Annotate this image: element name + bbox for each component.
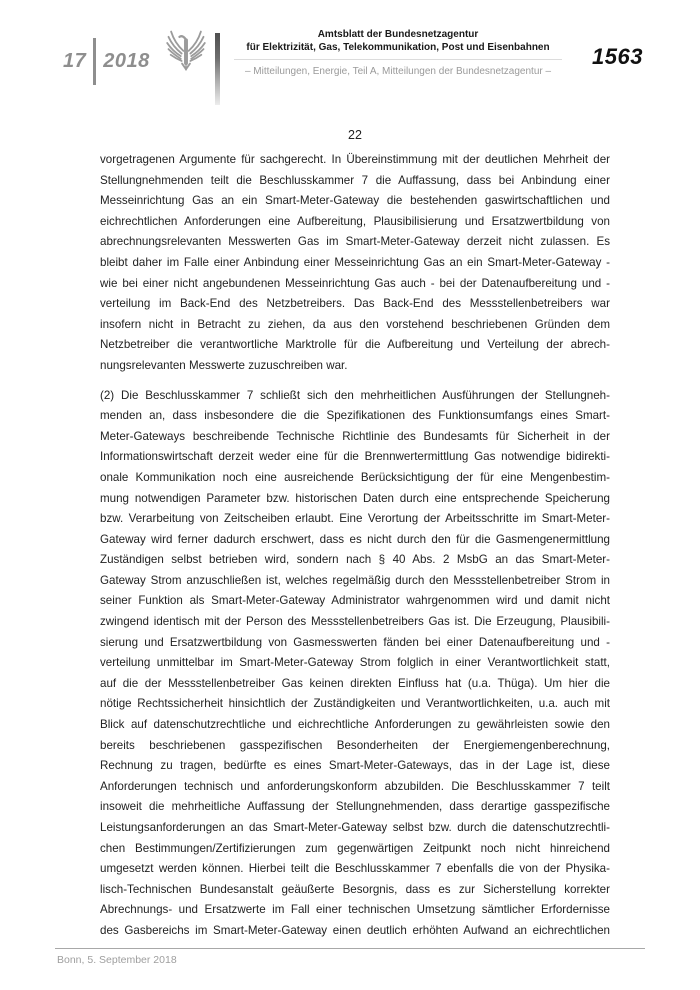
text-line: Stellungnehmenden teilt die Beschlusskammer 7 die Auffassung, dass bei Anbindung einer — [100, 173, 610, 187]
text-line: mung notwendigen Parameter bzw. historischen Daten durch eine entsprechende Speicherung — [100, 491, 610, 505]
issue-year: 2018 — [103, 50, 150, 72]
text-line: vorgetragenen Argumente für sachgerecht. In Übereinstimmung mit der deutlichen Mehrheit der — [100, 153, 610, 166]
paragraph-2 — [100, 386, 610, 942]
text-line: bzw. Verarbeitung von Zeitscheiben erlaubt. Eine Verortung der Arbeitsschritte im Smart-Meter- — [100, 512, 610, 526]
text-line: verteilung unmittelbar im Smart-Meter-Gateway Strom folglich in einer Verantwortlichkeit statt, — [100, 656, 610, 670]
text-line: onale Kommunikation noch eine ausreichende Berücksichtigung der für eine Mengenbestim- — [100, 470, 610, 484]
text-line: Netzbetreiber die verantwortliche Marktrolle für die Aufbereitung und Verteilung der abrech- — [100, 338, 610, 352]
gazette-title-line2: für Elektrizität, Gas, Telekommunikation, Post und Eisenbahnen — [246, 41, 550, 53]
text-line: nötige Rechtssicherheit hinsichtlich der Zuständigkeiten und Verantwortlichkeiten, u.a. auch mit — [100, 697, 610, 711]
text-line: Abrechnungs- und Ersatzwerte im Fall einer technischen Umsetzung sämtlicher Erfordernisse — [100, 903, 610, 917]
text-line: Blick auf datenschutzrechtliche und eichrechtliche Anforderungen zu gewährleisten sowie den — [100, 718, 610, 732]
text-line: bereits beschriebenen gasspezifischen Besonderheiten der Energiemengenberechnung, — [100, 738, 610, 752]
text-line: abrechnungsrelevanten Messwerten Gas im Smart-Meter-Gateway derzeit nicht zulassen. Es — [100, 235, 610, 249]
text-line: (2) Die Beschlusskammer 7 schließt sich den mehrheitlichen Ausführungen der Stellungneh- — [100, 388, 610, 402]
text-line: des Gasbereichs im Smart-Meter-Gateway einen deutlich erhöhten Aufwand an eichrechtlichen — [100, 923, 610, 937]
sheet-page-number: 22 — [348, 128, 362, 142]
text-line: Informationswirtschaft derzeit weder eine für die Brennwertermittlung Gas notwendige bidirekti- — [100, 450, 610, 464]
text-line: wie bei einer nicht angebundenen Messeinrichtung Gas auch - bei der Datenaufbereitung und - — [100, 276, 610, 290]
footer-rule — [55, 948, 645, 949]
text-line: zwingend identisch mit der Person des Messstellenbetreibers Gas ist. Die Erzeugung, Plausibili- — [100, 615, 610, 629]
bundesadler-eagle-icon — [165, 26, 207, 74]
text-line: eichrechtlichen Anforderungen eine Aufbereitung, Plausibilisierung und Ersatzwertbildung von — [100, 214, 610, 228]
issue-identifier — [63, 38, 150, 85]
text-line: menden an, dass insbesondere die die Spezifikationen des Funktionsumfangs eines Smart- — [100, 409, 610, 423]
text-line: sierung und Ersatzwertbildung von Gasmesswerten fänden bei einer Datenaufbereitung und - — [100, 635, 610, 649]
text-line: auf die der Messstellenbetreiber Gas keinen direkten Einfluss hat (u.a. Thüga). Um hier die — [100, 676, 610, 690]
text-line: lisch-Technischen Bundesanstalt geäußerte Besorgnis, dass es zur Sicherstellung korrekter — [100, 882, 610, 896]
text-line: umgesetzt werden können. Hierbei teilt die Beschlusskammer 7 ebenfalls die von der Physika- — [100, 862, 610, 876]
header-gradient-bar — [215, 33, 220, 105]
masthead — [228, 29, 568, 77]
text-line: Meter-Gateways beschreibende Technische Richtlinie des Bundesamts für Sicherheit in der — [100, 429, 610, 443]
text-line: chen Bestimmungen/Zertifizierungen zum gegenwärtigen Zeitpunkt noch nicht hinreichend — [100, 841, 610, 855]
text-line: insofern nicht in Betracht zu ziehen, da aus den vorstehend beschriebenen Gründen dem — [100, 317, 610, 331]
text-line: bleibt daher im Falle einer Anbindung einer Messeinrichtung Gas an ein Smart-Meter-Gateway - — [100, 255, 610, 269]
footer-place-date: Bonn, 5. September 2018 — [57, 954, 177, 966]
text-line: nungsrelevanten Messwerte zuzuschreiben war. — [100, 358, 348, 372]
issue-divider — [93, 38, 96, 85]
text-line: Leistungsanforderungen an das Smart-Meter-Gateway selbst bzw. durch die datenschutzrechtli- — [100, 821, 610, 834]
text-line: verteilung im Back-End des Netzbetreibers. Das Back-End des Messstellenbetreibers war — [100, 297, 610, 311]
gazette-subtitle: – Mitteilungen, Energie, Teil A, Mitteilungen der Bundesnetzagentur – — [244, 66, 552, 77]
masthead-separator — [234, 59, 562, 60]
document-body — [100, 150, 610, 951]
text-line: Rechnung zu tragen, bedürfte es eines Smart-Meter-Gateways, das in der Lage ist, diese — [100, 759, 610, 773]
text-line: seiner Funktion als Smart-Meter-Gateway Administrator wahrgenommen wird und damit nicht — [100, 594, 610, 608]
text-line: Zuständigen selbst betrieben wird, sondern nach § 40 Abs. 2 MsbG an das Smart-Meter- — [100, 553, 610, 567]
text-line: Messeinrichtung Gas an ein Smart-Meter-Gateway die bestehenden gaswirtschaftlichen und — [100, 194, 610, 208]
paragraph-1 — [100, 150, 610, 377]
gazette-title-line1: Amtsblatt der Bundesnetzagentur — [317, 29, 479, 40]
text-line: Gateway wird ferner dadurch erschwert, dass es nicht durch den für die Gasmengenermittlung — [100, 532, 610, 546]
text-line: Anforderungen technisch und anforderungskonform abzubilden. Die Beschlusskammer 7 teilt — [100, 779, 610, 793]
issue-number: 17 — [63, 50, 87, 72]
text-line: Gateway Strom anzuschließen ist, welches regelmäßig durch den Messstellenbetreiber Strom in — [100, 573, 610, 587]
text-line: insoweit die mehrheitliche Auffassung der Stellungnehmenden, dass derartige gasspezifische — [100, 800, 610, 814]
running-page-number: 1563 — [592, 44, 643, 69]
